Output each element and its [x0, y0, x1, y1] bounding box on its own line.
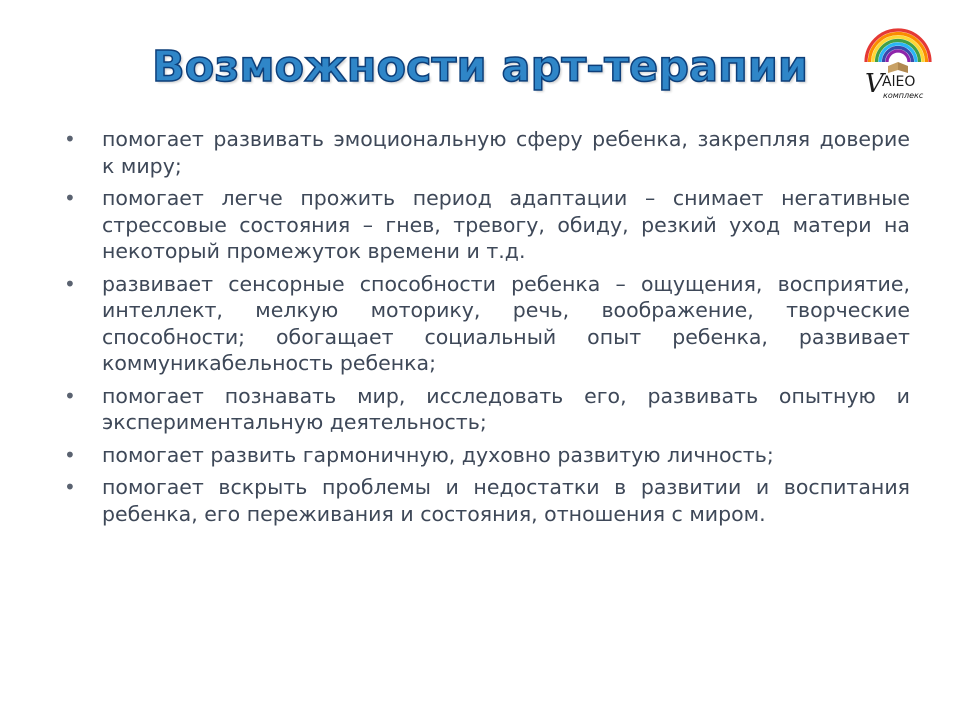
- bullet-item: [62, 442, 910, 469]
- rainbow-book-logo: [862, 18, 934, 102]
- bullet-text: помогает вскрыть проблемы и недостатки в развитии и воспитания ребенка, его переживания и состояния, отношения с миром.: [102, 475, 910, 526]
- bullet-marker: •: [64, 186, 76, 210]
- logo-brand-text: AlEO: [882, 74, 916, 90]
- bullet-text: помогает развить гармоничную, духовно развитую личность;: [102, 442, 774, 467]
- bullet-text: помогает легче прожить период адаптации – снимает негативные стрессовые состояния – гнев, тревогу, обиду, резкий уход матери на некоторый промежуток времени и т.д.: [102, 186, 910, 263]
- bullet-item: [62, 474, 910, 527]
- rainbow-icon: [862, 18, 934, 102]
- bullet-marker: •: [64, 127, 76, 151]
- bullet-item: [62, 126, 910, 179]
- bullet-marker: •: [64, 271, 76, 296]
- bullet-text: помогает познавать мир, исследовать его, развивать опытную и экспериментальную деятельность;: [102, 383, 910, 434]
- bullet-marker: •: [64, 383, 76, 408]
- logo-letter-v: V: [865, 69, 884, 99]
- bullet-item: [62, 185, 910, 265]
- bullet-item: [62, 383, 910, 436]
- bullet-marker: •: [64, 475, 76, 499]
- slide-title: Возможности арт-терапии: [152, 42, 808, 92]
- bullet-text: развивает сенсорные способности ребенка – ощущения, восприятие, интеллект, мелкую моторику, речь, воображение, творческие способности; обогащает социальный опыт ребенка, развивает коммуникабельность ребенка;: [102, 271, 910, 375]
- bullet-text: помогает развивать эмоциональную сферу ребенка, закрепляя доверие к миру;: [102, 127, 910, 178]
- bullet-list: [62, 126, 910, 533]
- bullet-item: [62, 271, 910, 377]
- bullet-marker: •: [64, 442, 76, 467]
- book-icon: [888, 62, 908, 73]
- logo-subtext: комплекс: [883, 91, 924, 100]
